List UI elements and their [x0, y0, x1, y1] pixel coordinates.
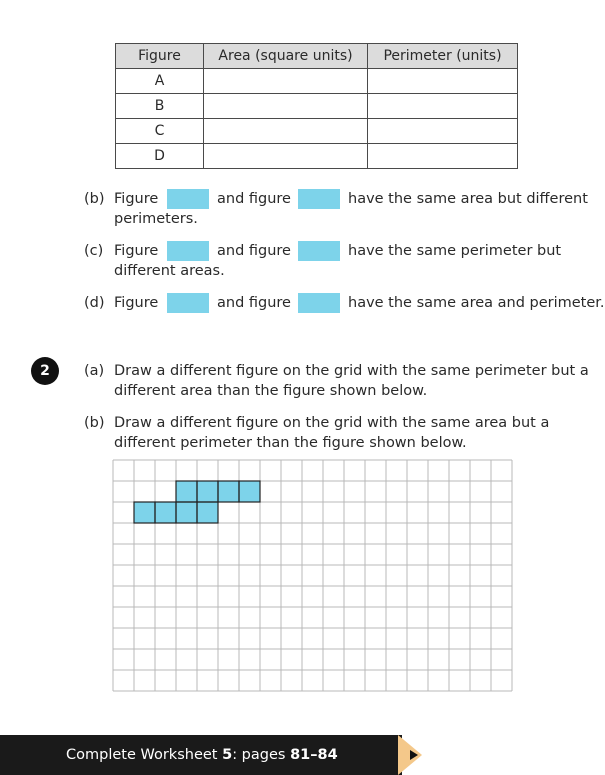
part-d-answer-box-2[interactable] [298, 293, 340, 313]
part-c-label: (c) [84, 243, 104, 259]
area-cell[interactable] [204, 94, 368, 119]
shaded-grid-cell [176, 481, 197, 502]
row-figure-label: D [116, 144, 204, 169]
part-c-text-2: and figure [217, 243, 291, 259]
question-number-badge: 2 [31, 357, 59, 385]
part-c-answer-box-2[interactable] [298, 241, 340, 261]
area-cell[interactable] [204, 69, 368, 94]
footer-bar [0, 735, 402, 775]
shaded-grid-cell [176, 502, 197, 523]
q2-part-a-line-1: Draw a different figure on the grid with the same perimeter but a [114, 363, 589, 379]
part-d-label: (d) [84, 295, 105, 311]
header-perimeter: Perimeter (units) [368, 44, 518, 69]
row-figure-label: B [116, 94, 204, 119]
area-cell[interactable] [204, 119, 368, 144]
row-figure-label: A [116, 69, 204, 94]
q2-part-a-label: (a) [84, 363, 105, 379]
part-c-text-3: have the same perimeter but [348, 243, 562, 259]
part-c-text-4: different areas. [114, 263, 225, 279]
perimeter-cell[interactable] [368, 119, 518, 144]
part-d-text-3: have the same area and perimeter. [348, 295, 605, 311]
table-row [116, 144, 518, 169]
header-area: Area (square units) [204, 44, 368, 69]
footer-pages: 81–84 [290, 747, 338, 763]
row-figure-label: C [116, 119, 204, 144]
part-b-answer-box-2[interactable] [298, 189, 340, 209]
shaded-grid-cell [197, 481, 218, 502]
shaded-grid-cell [155, 502, 176, 523]
table-row [116, 94, 518, 119]
table-row [116, 119, 518, 144]
footer-mid: : pages [232, 747, 291, 763]
part-b-text-1: Figure [114, 191, 159, 207]
part-c-answer-box-1[interactable] [167, 241, 209, 261]
part-b-text-2: and figure [217, 191, 291, 207]
part-d-answer-box-1[interactable] [167, 293, 209, 313]
q2-part-a-line-2: different area than the figure shown below. [114, 383, 428, 399]
area-cell[interactable] [204, 144, 368, 169]
figure-table [115, 43, 518, 169]
footer-prefix: Complete Worksheet [66, 747, 223, 763]
part-c-text-1: Figure [114, 243, 159, 259]
shaded-grid-cell [239, 481, 260, 502]
q2-part-b-label: (b) [84, 415, 105, 431]
q2-part-b-line-1: Draw a different figure on the grid with the same area but a [114, 415, 550, 431]
part-b-label: (b) [84, 191, 105, 207]
part-b-answer-box-1[interactable] [167, 189, 209, 209]
play-arrow-icon [410, 750, 418, 760]
perimeter-cell[interactable] [368, 69, 518, 94]
perimeter-cell[interactable] [368, 144, 518, 169]
shaded-grid-cell [134, 502, 155, 523]
part-d-text-2: and figure [217, 295, 291, 311]
part-b-text-4: perimeters. [114, 211, 198, 227]
footer-worksheet-number: 5 [222, 747, 233, 763]
shaded-grid-cell [218, 481, 239, 502]
perimeter-cell[interactable] [368, 94, 518, 119]
header-figure: Figure [116, 44, 204, 69]
part-b-text-3: have the same area but different [348, 191, 588, 207]
shaded-grid-cell [197, 502, 218, 523]
part-d-text-1: Figure [114, 295, 159, 311]
table-header-row [116, 44, 518, 69]
table-row [116, 69, 518, 94]
q2-part-b-line-2: different perimeter than the figure shown below. [114, 435, 467, 451]
drawing-grid[interactable] [112, 459, 514, 691]
